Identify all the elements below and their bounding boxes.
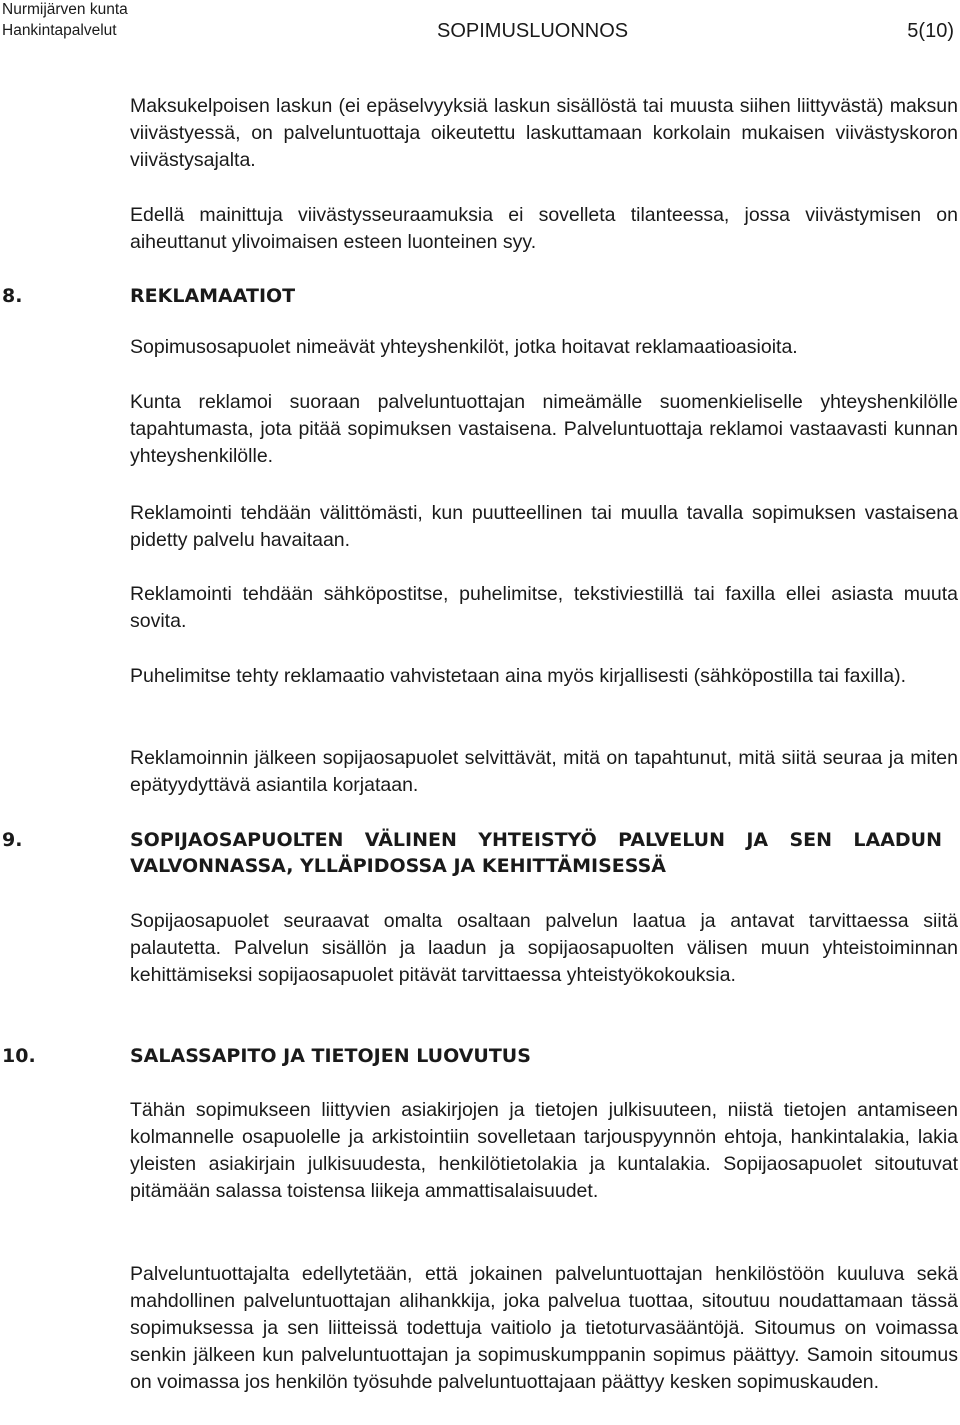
paragraph: Reklamointi tehdään sähköpostitse, puhelimitse, tekstiviestillä tai faxilla ellei asiasta muuta sovita. [130, 583, 958, 632]
paragraph: Edellä mainittuja viivästysseuraamuksia ei sovelleta tilanteessa, jossa viivästymisen on aiheuttanut ylivoimaisen esteen luonteinen syy. [130, 204, 958, 253]
paragraph: Palveluntuottajalta edellytetään, että jokainen palveluntuottajan henkilöstöön kuuluva sekä mahdollinen palveluntuottajan alihankkija, joka palvelua tuottaa, sitoutuu noudattamaan tässä sopimuksessa ja sen liitteissä todettuja vaitiolo ja tietoturvasääntöjä. Sitoumus on voimassa senkin jälkeen kun palveluntuottajan ja sopimuskumppanin sopimus päättyy. Samoin sitoumus on voimassa jos henkilön työsuhde palveluntuottajaan päättyy kesken sopimuskauden. [130, 1263, 958, 1393]
paragraph: Reklamoinnin jälkeen sopijaosapuolet selvittävät, mitä on tapahtunut, mitä siitä seuraa ja miten epätyydyttävä asiantila korjataan. [130, 747, 958, 796]
paragraph: Kunta reklamoi suoraan palveluntuottajan nimeämälle suomenkieliselle yhteyshenkilölle tapahtumasta, jota pitää sopimuksen vastaisena. Palveluntuottaja reklamoi vastaavasti kunnan yhteyshenkilölle. [130, 391, 958, 467]
section-number: 8. [2, 285, 23, 307]
paragraph: Tähän sopimukseen liittyvien asiakirjojen ja tietojen julkisuuteen, niistä tietojen antamiseen kolmannelle osapuolelle ja arkistointiin sovelletaan tarjouspyynnön ehtoja, hankintalakia, lakia yleisten asiakirjain julkisuudesta, henkilötietolakia ja kuntalakia. Sopijaosapuolet sitoutuvat pitämään salassa toistensa liikeja ammattisalaisuudet. [130, 1099, 958, 1202]
section-heading: SALASSAPITO JA TIETOJEN LUOVUTUS [130, 1045, 531, 1067]
page-number: 5(10) [907, 20, 954, 42]
document-title: SOPIMUSLUONNOS [437, 20, 629, 42]
section-number: 9. [2, 829, 23, 851]
paragraph: Sopimusosapuolet nimeävät yhteyshenkilöt, jotka hoitavat reklamaatioasioita. [130, 336, 798, 358]
paragraph: Maksukelpoisen laskun (ei epäselvyyksiä laskun sisällöstä tai muusta siihen liittyvästä) maksun viivästyessä, on palveluntuottaja oikeutettu laskuttamaan korkolain mukaisen viivästyskoron viivästysajalta. [130, 95, 958, 171]
paragraph: Sopijaosapuolet seuraavat omalta osaltaan palvelun laatua ja antavat tarvittaessa siitä palautetta. Palvelun sisällön ja laadun ja sopijaosapuolten välisen muun yhteistoiminnan kehittämiseksi sopijaosapuolet pitävät tarvittaessa yhteistyökokouksia. [130, 910, 958, 986]
header-department: Hankintapalvelut [2, 22, 117, 39]
paragraph: Reklamointi tehdään välittömästi, kun puutteellinen tai muulla tavalla sopimuksen vastaisena pidetty palvelu havaitaan. [130, 502, 958, 551]
paragraph: Puhelimitse tehty reklamaatio vahvistetaan aina myös kirjallisesti (sähköpostilla tai faxilla). [130, 665, 907, 687]
header-organization [2, 0, 128, 41]
section-heading: SOPIJAOSAPUOLTEN VÄLINEN YHTEISTYÖ PALVELUN JA SEN LAADUN VALVONNASSA, YLLÄPIDOSSA JA KEHITTÄMISESSÄ [130, 829, 942, 877]
header-org-name: Nurmijärven kunta [2, 1, 128, 18]
section-heading: REKLAMAATIOT [130, 285, 296, 307]
section-number: 10. [2, 1045, 36, 1067]
